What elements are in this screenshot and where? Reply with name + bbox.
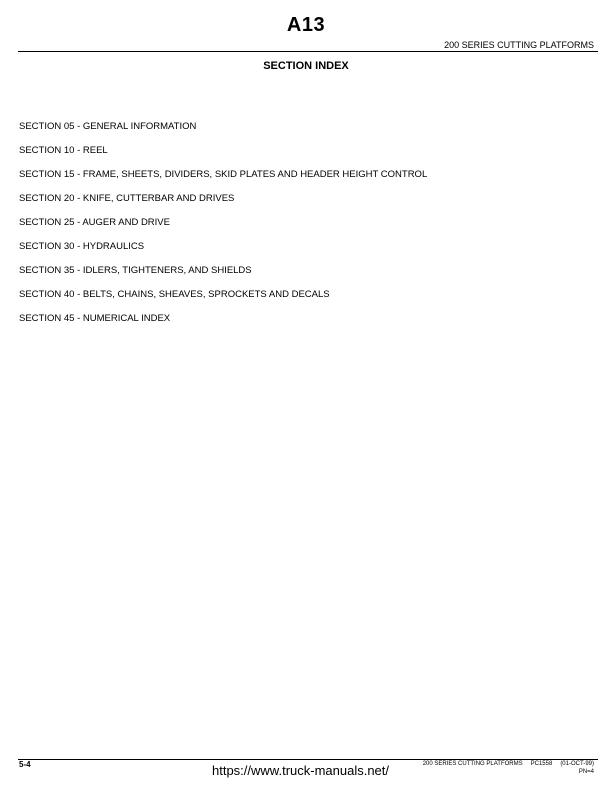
section-item-25: SECTION 25 - AUGER AND DRIVE: [19, 217, 170, 228]
footer-catalog-info: [423, 760, 594, 776]
footer-url-link[interactable]: https://www.truck-manuals.net/: [212, 763, 390, 778]
section-item-30: SECTION 30 - HYDRAULICS: [19, 241, 145, 252]
section-item-20: SECTION 20 - KNIFE, CUTTERBAR AND DRIVES: [19, 193, 235, 204]
section-index-title: SECTION INDEX: [263, 60, 349, 72]
section-item-40: SECTION 40 - BELTS, CHAINS, SHEAVES, SPROCKETS AND DECALS: [19, 289, 330, 300]
section-item-45: SECTION 45 - NUMERICAL INDEX: [19, 313, 171, 324]
section-item-05: SECTION 05 - GENERAL INFORMATION: [19, 121, 197, 132]
section-item-15: SECTION 15 - FRAME, SHEETS, DIVIDERS, SKID PLATES AND HEADER HEIGHT CONTROL: [19, 169, 428, 180]
footer-catalog-number: PC1558: [530, 761, 553, 767]
footer-catalog-title: 200 SERIES CUTTING PLATFORMS: [422, 761, 523, 767]
section-item-10: SECTION 10 - REEL: [19, 145, 108, 156]
section-list: [19, 121, 427, 337]
footer-pn: PN=4: [578, 769, 594, 775]
footer-page-number: 5-4: [19, 760, 31, 769]
header-title: 200 SERIES CUTTING PLATFORMS: [444, 40, 594, 50]
footer-date: (01-OCT-99): [560, 761, 594, 767]
page-code: A13: [286, 14, 326, 36]
section-item-35: SECTION 35 - IDLERS, TIGHTENERS, AND SHIELDS: [19, 265, 252, 276]
header-divider: [18, 51, 598, 52]
